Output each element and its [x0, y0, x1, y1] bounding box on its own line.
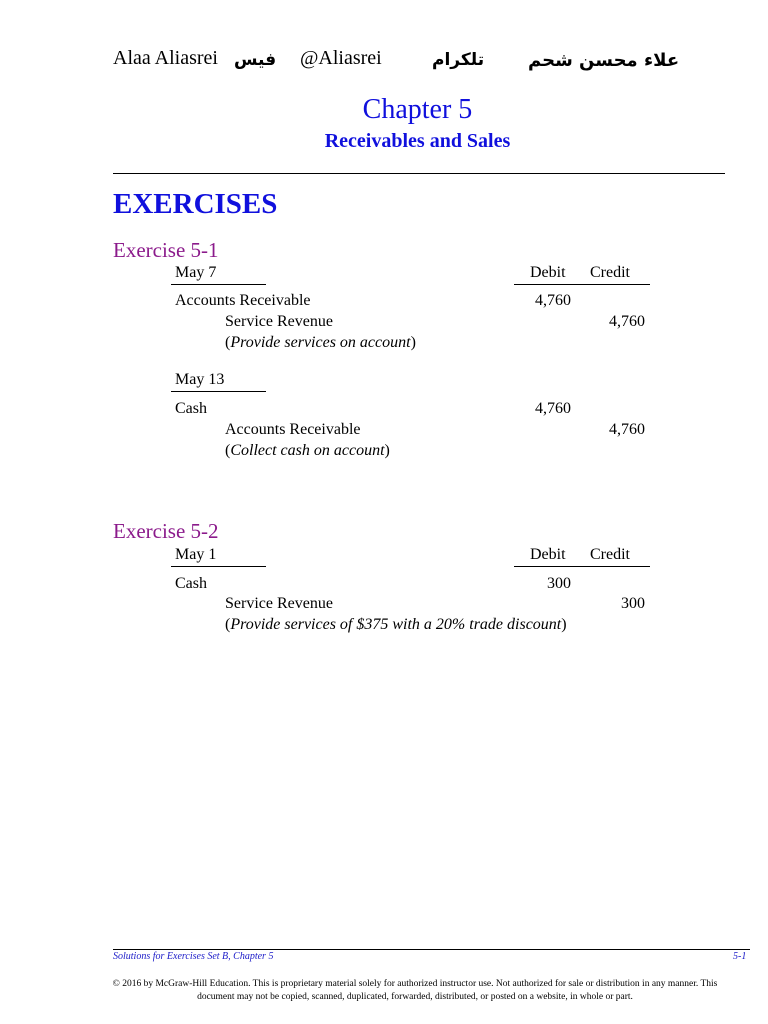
date-underline [171, 284, 266, 285]
debit-amount: 300 [547, 575, 571, 592]
date-underline [171, 391, 266, 392]
credit-amount: 300 [621, 595, 645, 612]
credit-amount: 4,760 [609, 421, 645, 438]
debit-header: Debit [530, 546, 566, 563]
chapter-subtitle: Receivables and Sales [324, 130, 511, 152]
entry-date: May 13 [175, 371, 225, 388]
entry-memo: (Provide services of $375 with a 20% trade discount) [225, 616, 567, 633]
page-number: 5-1 [733, 951, 747, 962]
debit-header: Debit [530, 264, 566, 281]
credit-account: Accounts Receivable [225, 421, 361, 438]
exercise-title: Exercise 5-2 [113, 519, 219, 543]
entry-date: May 1 [175, 546, 217, 563]
footer-divider [113, 949, 750, 950]
column-underline [514, 566, 650, 567]
debit-account: Accounts Receivable [175, 292, 311, 309]
arabic-name: علاء محسن شحم [528, 50, 680, 71]
credit-header: Credit [590, 546, 630, 563]
debit-amount: 4,760 [535, 292, 571, 309]
debit-account: Cash [175, 400, 207, 417]
credit-header: Credit [590, 264, 630, 281]
debit-amount: 4,760 [535, 400, 571, 417]
credit-account: Service Revenue [225, 313, 333, 330]
author-name: Alaa Aliasrei [113, 47, 218, 69]
entry-memo: (Provide services on account) [225, 334, 416, 351]
chapter-title: Chapter 5 [362, 94, 473, 125]
debit-account: Cash [175, 575, 207, 592]
footer-left: Solutions for Exercises Set B, Chapter 5 [113, 951, 274, 962]
column-underline [514, 284, 650, 285]
credit-amount: 4,760 [609, 313, 645, 330]
facebook-label: فيس [234, 50, 277, 70]
copyright-notice: © 2016 by McGraw-Hill Education. This is proprietary material solely for authorized instructor use. Not authorized for sale or distribution in any manner. This document may not be copied, scanned, duplicated, forwarded, distributed, or posted on a website, in whole or part. [112, 979, 718, 1002]
chapter-divider [113, 173, 725, 174]
credit-account: Service Revenue [225, 595, 333, 612]
entry-memo: (Collect cash on account) [225, 442, 390, 459]
handle: @Aliasrei [300, 47, 382, 69]
exercise-title: Exercise 5-1 [113, 238, 219, 262]
entry-date: May 7 [175, 264, 217, 281]
telegram-label: تلكرام [432, 50, 485, 70]
date-underline [171, 566, 266, 567]
section-title: EXERCISES [113, 188, 278, 220]
